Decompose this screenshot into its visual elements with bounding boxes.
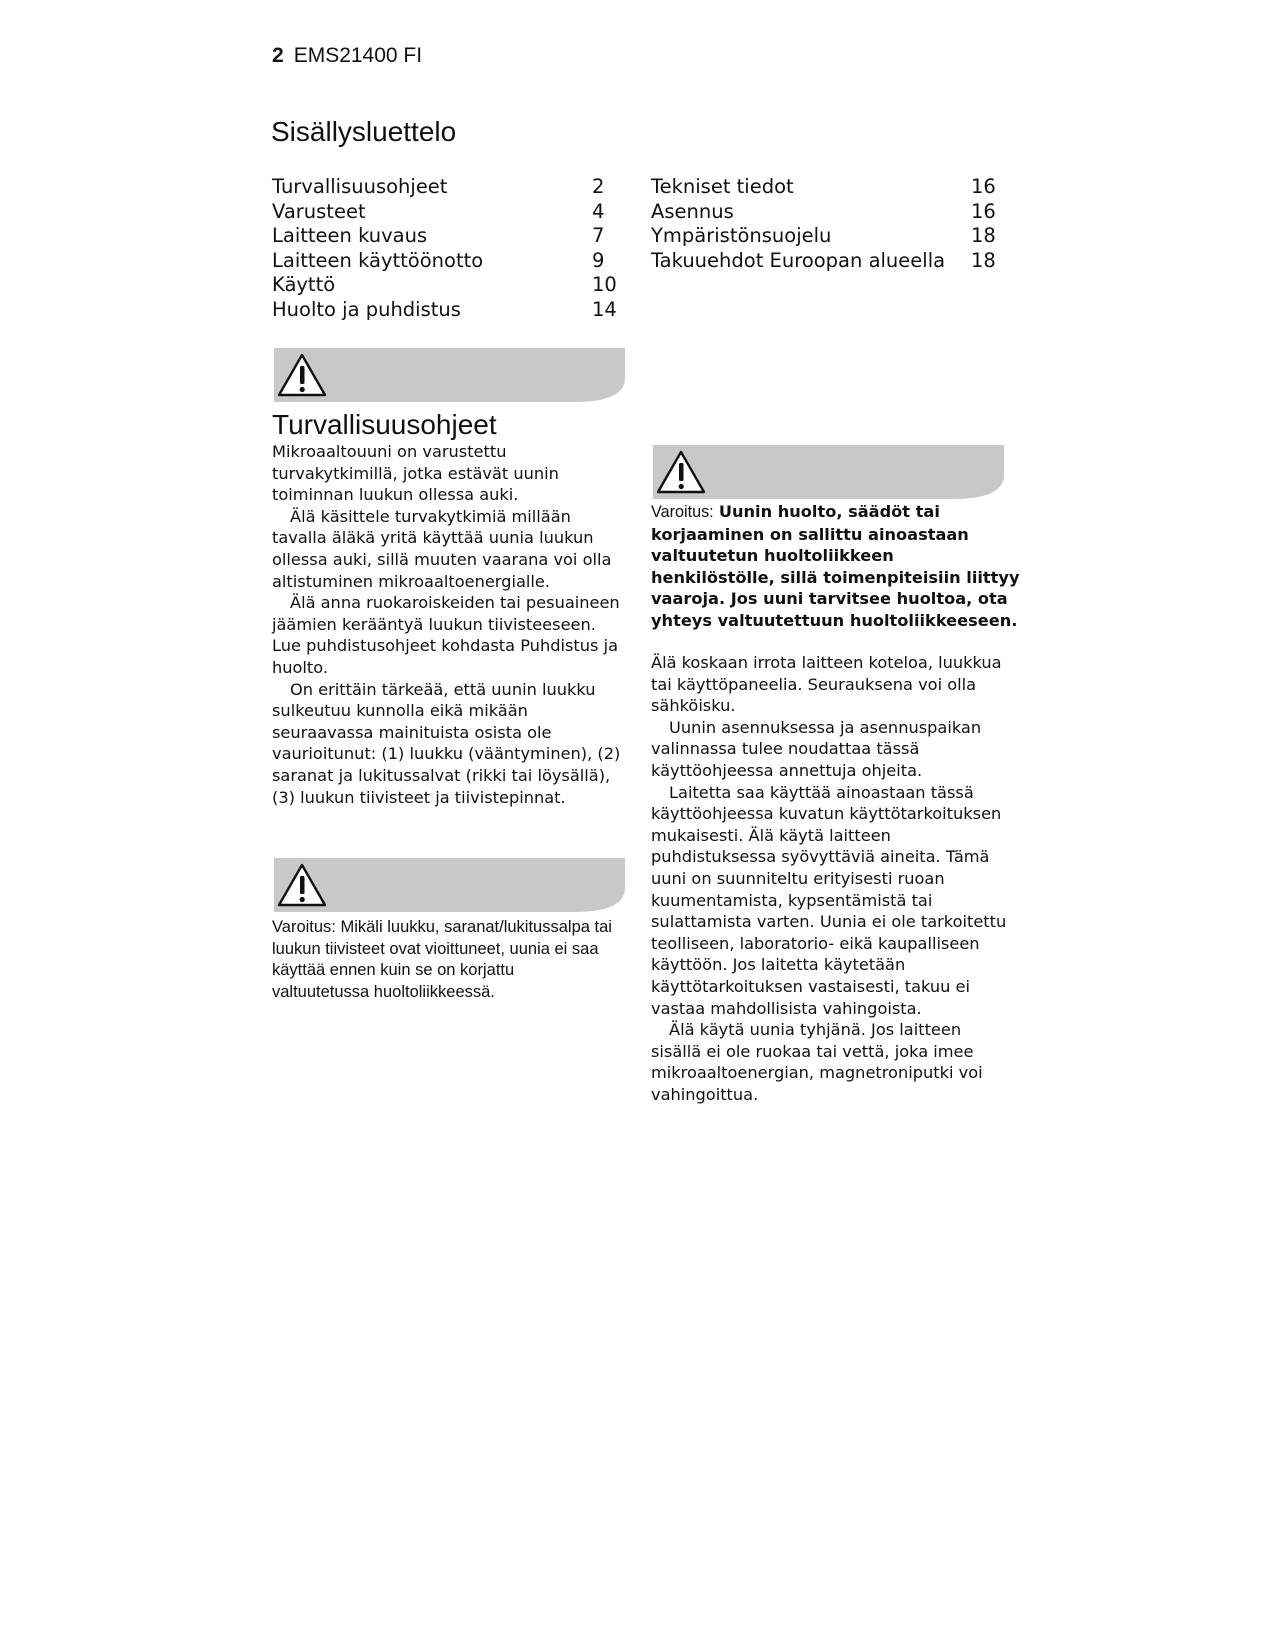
- toc-entry-page: 16: [971, 175, 996, 198]
- toc-entry-label: Ympäristönsuojelu: [651, 224, 832, 247]
- toc-entry-page: 9: [592, 248, 605, 272]
- toc-entry-label: Varusteet: [272, 199, 366, 223]
- warning-banner: [653, 445, 1004, 499]
- toc-entry-label: Asennus: [651, 199, 734, 223]
- toc-title: Sisällysluettelo: [271, 116, 457, 147]
- toc-entry-page: 16: [971, 199, 996, 223]
- toc-entry[interactable]: [272, 175, 612, 200]
- warning-text: Varoitus: Mikäli luukku, saranat/lukitussalpa tai luukun tiivisteet ovat vioittuneet, uunia ei saa käyttää ennen kuin se on korjattu valtuutetussa huoltoliikkeessä.: [272, 918, 612, 1001]
- page-number: 2: [272, 44, 284, 67]
- toc-entry[interactable]: [651, 224, 1011, 249]
- paragraph: Älä anna ruokaroiskeiden tai pesuaineen jäämien kerääntyä luukun tiivisteeseen. Lue puhdistusohjeet kohdasta Puhdistus ja huolto.: [272, 593, 620, 677]
- warning-prefix: Varoitus:: [651, 503, 714, 521]
- model-code: EMS21400 FI: [293, 44, 423, 67]
- warning-triangle-icon: [275, 861, 329, 909]
- toc-entry[interactable]: [272, 249, 612, 274]
- safety-left-text: [272, 441, 627, 808]
- paragraph: Uunin asennuksessa ja asennuspaikan valinnassa tulee noudattaa tässä käyttöohjeessa annettuja ohjeita.: [651, 717, 982, 780]
- toc-entry-page: 2: [592, 175, 605, 198]
- toc-entry-label: Laitteen käyttöönotto: [272, 248, 484, 272]
- toc-entry[interactable]: [272, 200, 612, 225]
- toc-right-column: [651, 175, 1011, 273]
- safety-right-text: [651, 652, 1011, 1105]
- toc-entry-label: Laitteen kuvaus: [272, 224, 428, 247]
- toc-entry-label: Takuuehdot Euroopan alueella: [651, 248, 946, 272]
- warning-banner: [274, 858, 625, 912]
- paragraph: Älä käsittele turvakytkimiä millään tavalla äläkä yritä käyttää uunia luukun ollessa auki, sillä muuten vaarana voi olla altistuminen mikroaaltoenergialle.: [272, 506, 612, 591]
- toc-left-column: [272, 175, 617, 322]
- section-title: Turvallisuusohjeet: [272, 409, 497, 440]
- warning-triangle-icon: [275, 351, 329, 399]
- toc-entry-page: 7: [592, 224, 605, 247]
- warning-triangle-icon: [654, 448, 708, 496]
- toc-entry[interactable]: [272, 297, 617, 323]
- warning-text-right: [651, 501, 1021, 632]
- paragraph: Laitetta saa käyttää ainoastaan tässä käyttöohjeessa kuvatun käyttötarkoituksen mukaisesti. Älä käytä laitteen puhdistuksessa syövyttäviä aineita. Tämä uuni on suunniteltu erityisesti ruoan kuumentamista, kypsentämistä tai sulattamista varten. Uunia ei ole tarkoitettu teolliseen, laboratorio- eikä kaupalliseen käyttöön. Jos laitetta käytetään käyttötarkoituksen vastaisesti, takuu ei vastaa mahdollisista vahingoista.: [651, 782, 1007, 1018]
- toc-entry-page: 10: [592, 273, 617, 296]
- toc-entry[interactable]: [651, 249, 1011, 274]
- toc-entry[interactable]: [272, 273, 617, 298]
- toc-entry[interactable]: [651, 200, 1011, 225]
- toc-entry-page: 18: [971, 248, 996, 272]
- toc-entry-label: Tekniset tiedot: [651, 175, 794, 198]
- toc-entry-page: 4: [592, 199, 605, 223]
- paragraph: Älä käytä uunia tyhjänä. Jos laitteen sisällä ei ole ruokaa tai vettä, joka imee mikroaaltoenergian, magnetroniputki voi vahingoittua.: [651, 1020, 983, 1104]
- toc-entry[interactable]: [272, 224, 612, 249]
- toc-entry-page: 18: [971, 224, 996, 247]
- toc-entry-label: Huolto ja puhdistus: [272, 297, 461, 321]
- paragraph: On erittäin tärkeää, että uunin luukku sulkeutuu kunnolla eikä mikään seuraavassa mainituista osista ole vaurioitunut: (1) luukku (vääntyminen), (2) saranat ja lukitussalvat (rikki tai löysällä), (3) luukun tiivisteet ja tiivistepinnat.: [272, 679, 621, 807]
- toc-entry[interactable]: [651, 175, 1011, 200]
- paragraph: Älä koskaan irrota laitteen koteloa, luukkua tai käyttöpaneelia. Seurauksena voi olla sähköisku.: [651, 653, 1002, 716]
- warning-bold-text: Uunin huolto, säädöt tai korjaaminen on sallittu ainoastaan valtuutetun huoltoliikkeen henkilöstölle, sillä toimenpiteisiin liittyy vaaroja. Jos uuni tarvitsee huoltoa, ota yhteys valtuutettuun huoltoliikkeeseen.: [651, 502, 1020, 630]
- warning-banner: [274, 348, 625, 402]
- toc-entry-label: Turvallisuusohjeet: [272, 175, 448, 198]
- paragraph: Mikroaaltouuni on varustettu turvakytkimillä, jotka estävät uunin toiminnan luukun ollessa auki.: [272, 442, 559, 505]
- toc-entry-label: Käyttö: [272, 273, 336, 296]
- toc-entry-page: 14: [592, 297, 617, 321]
- page-header: [272, 44, 422, 68]
